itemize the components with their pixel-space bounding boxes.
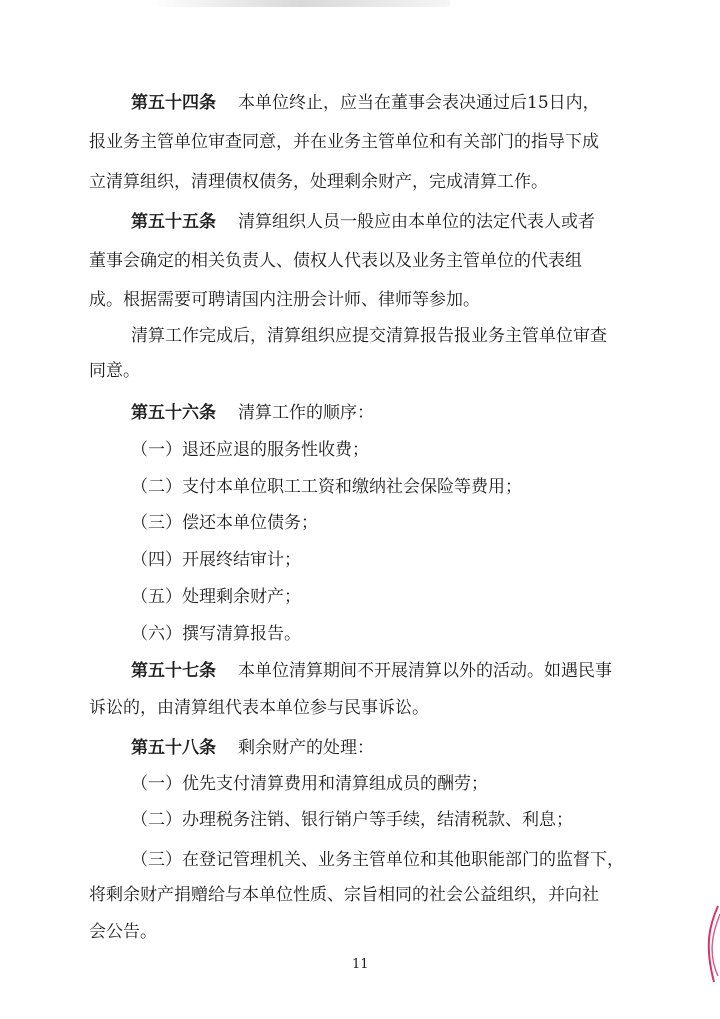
article-55-line-2: 董事会确定的相关负责人、债权人代表以及业务主管单位的代表组 xyxy=(89,251,582,271)
article-56-item-1: （一）退还应退的服务性收费； xyxy=(131,440,369,460)
article-54-line-3: 立清算组织，清理债权债务，处理剩余财产，完成清算工作。 xyxy=(89,172,548,192)
article-54-heading: 第五十四条 xyxy=(131,93,216,113)
article-54-line-1: 第五十四条 本单位终止，应当在董事会表决通过后15日内， xyxy=(131,93,600,113)
article-57-line-2: 诉讼的，由清算组代表本单位参与民事诉讼。 xyxy=(89,698,429,718)
article-58-item-3: （三）在登记管理机关、业务主管单位和其他职能部门的监督下， xyxy=(131,850,624,870)
article-56-item-4: （四）开展终结审计； xyxy=(131,550,301,570)
article-56-item-5: （五）处理剩余财产； xyxy=(131,587,301,607)
article-55-line-3: 成。根据需要可聘请国内注册会计师、律师等参加。 xyxy=(89,290,480,310)
article-56-item-3: （三）偿还本单位债务； xyxy=(131,513,318,533)
article-58-item-2: （二）办理税务注销、银行销户等手续，结清税款、利息； xyxy=(131,810,573,830)
article-58-line-1: 第五十八条 剩余财产的处理： xyxy=(131,738,374,758)
article-56-heading: 第五十六条 xyxy=(131,403,216,423)
article-58-heading: 第五十八条 xyxy=(131,738,216,758)
article-57-heading: 第五十七条 xyxy=(131,661,216,681)
article-56-item-2: （二）支付本单位职工工资和缴纳社会保险等费用； xyxy=(131,477,522,497)
article-55-line-1: 第五十五条 清算组织人员一般应由本单位的法定代表人或者 xyxy=(131,212,595,232)
article-54-line-2: 报业务主管单位审查同意，并在业务主管单位和有关部门的指导下成 xyxy=(89,132,599,152)
article-56-line-1: 第五十六条 清算工作的顺序： xyxy=(131,403,374,423)
article-58-item-1: （一）优先支付清算费用和清算组成员的酬劳； xyxy=(131,774,488,794)
article-55-heading: 第五十五条 xyxy=(131,212,216,232)
article-55-line-4: 清算工作完成后，清算组织应提交清算报告报业务主管单位审查 xyxy=(131,326,607,346)
article-58-line-5: 会公告。 xyxy=(89,922,157,942)
article-55-line-5: 同意。 xyxy=(89,361,140,381)
page-number: 11 xyxy=(352,957,369,972)
scan-header-artifact xyxy=(150,0,450,7)
article-58-line-4: 将剩余财产捐赠给与本单位性质、宗旨相同的社会公益组织，并向社 xyxy=(89,885,599,905)
red-seal-edge-mark xyxy=(698,904,720,984)
article-56-item-6: （六）撰写清算报告。 xyxy=(131,624,301,644)
article-57-line-1: 第五十七条 本单位清算期间不开展清算以外的活动。如遇民事 xyxy=(131,661,612,681)
